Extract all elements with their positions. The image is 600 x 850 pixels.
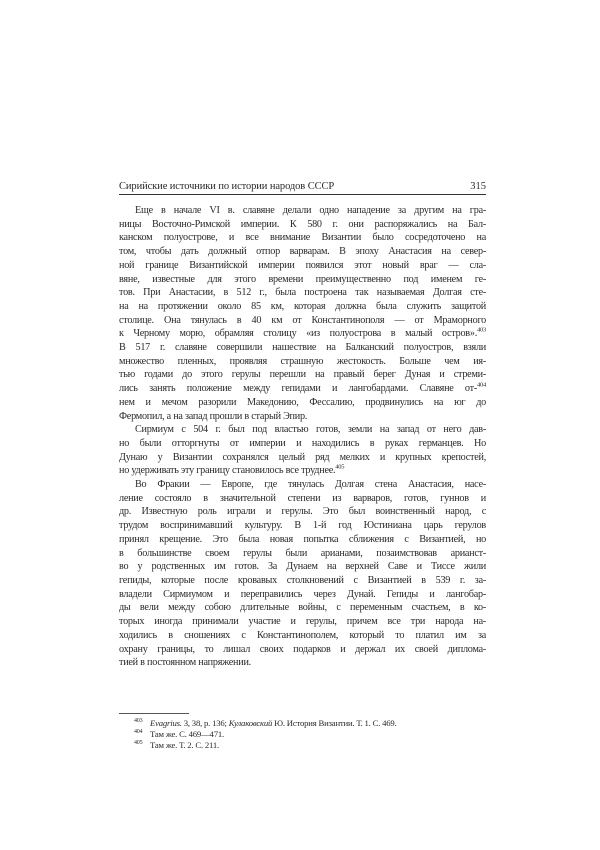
footnote: 405 Там же. Т. 2. С. 211. [134, 740, 219, 750]
paragraph [119, 478, 486, 670]
text-line [119, 204, 486, 218]
text-line [119, 588, 486, 602]
running-title: Сирийские источники по истории народов СССР [119, 181, 335, 192]
line-text: ды вели между собою длительные войны, с переменным счастьем, в ко- [119, 602, 486, 614]
line-text: тью годами до этого герулы перешли на правый берег Дуная и стреми- [119, 369, 486, 381]
text-line [119, 368, 486, 382]
text-line [119, 519, 486, 533]
text-line [119, 382, 486, 396]
body-text [119, 204, 486, 670]
line-text: множество пленных, проявляя страшную жестокость. Больше чем ия- [119, 355, 486, 367]
footnote-rule [119, 713, 189, 714]
line-text: но удерживать эту границу становилось все труднее. [119, 465, 336, 477]
text-line [119, 437, 486, 451]
paragraph [119, 423, 486, 478]
line-text: гепиды, которые после кровавых столкновений с Византией в 539 г. за- [119, 574, 486, 586]
text-line [119, 314, 486, 328]
footnote-text: 3, 38, p. 136; [181, 718, 229, 728]
text-line [119, 410, 486, 424]
line-text: Дунаю у Византии сохранялся целый ряд мелких и крупных крепостей, [119, 451, 486, 463]
text-line [119, 423, 486, 437]
text-line [119, 327, 486, 341]
footnote-text: Там же. С. 469—471. [150, 729, 224, 739]
footnote: 404 Там же. С. 469—471. [134, 729, 224, 739]
footnote-reference[interactable]: 403 [477, 327, 486, 334]
line-text: Во Фракии — Европе, где тянулась Долгая стена Анастасия, насе- [135, 479, 486, 491]
line-text: В 517 г. славяне совершили нашествие на Балканский полуостров, взяли [119, 342, 486, 354]
text-line [119, 231, 486, 245]
line-text: Еще в начале VI в. славяне делали одно нападение за другим на гра- [135, 205, 486, 216]
line-text: Сирмиум с 504 г. был под властью готов, земли на запад от него дав- [135, 424, 486, 436]
text-line [119, 286, 486, 300]
text-line [119, 218, 486, 232]
text-line [119, 615, 486, 629]
footnote-reference[interactable]: 404 [477, 382, 486, 389]
line-text: торых иногда принимали участие и герулы, причем все три народа на- [119, 616, 486, 628]
line-text: лись занять положение между гепидами и лангобардами. Славяне от- [119, 383, 477, 395]
text-line [119, 355, 486, 369]
line-text: на на протяжении около 85 км, которая должна была служить защитой [119, 300, 486, 312]
text-line [119, 273, 486, 287]
text-line [119, 560, 486, 574]
line-text: но были отторгнуты от империи и находились в руках германцев. Но [119, 437, 486, 449]
text-line [119, 643, 486, 657]
text-line [119, 259, 486, 273]
text-line [119, 451, 486, 465]
line-text: ной границе Византийской империи появился этот новый враг — сла- [119, 259, 486, 271]
line-text: Фермопил, а на запад прошли в старый Эпир. [119, 410, 308, 422]
footnotes [134, 718, 486, 751]
header-rule [119, 194, 486, 195]
line-text: тов. При Анастасии, в 512 г., была построена так называемая Долгая сте- [119, 287, 486, 299]
line-text: том, чтобы дать должный отпор варварам. В эпоху Анастасия на север- [119, 246, 486, 258]
line-text: к Черному морю, обрамляя столицу «из полуострова в малый остров». [119, 328, 477, 340]
text-line [119, 492, 486, 506]
line-text: ходились в сношениях с Константинополем, который то платил им за [119, 629, 486, 641]
text-line [119, 245, 486, 259]
text-line [119, 464, 486, 478]
line-text: столице. Она тянулась в 40 км от Константинополя — от Мраморного [119, 314, 486, 326]
footnote-reference[interactable]: 405 [335, 464, 345, 471]
line-text: др. Известную роль играли и герулы. Это был воинственный народ, с [119, 506, 486, 518]
text-line [119, 629, 486, 643]
footnote-author: Кулаковский [228, 718, 273, 728]
text-line [119, 533, 486, 547]
paragraph [119, 204, 486, 423]
footnote: 403 Evagrius. 3, 38, p. 136; Кулаковский Ю. История Византии. Т. 1. С. 469. [134, 718, 397, 728]
line-text: нем и мечом разорили Македонию, Фессалию, продвинулись на юг до [119, 396, 486, 408]
page-number: 315 [470, 181, 486, 192]
line-text: принял крещение. Это была новая попытка сближения с Византией, но [119, 533, 486, 545]
text-line [119, 341, 486, 355]
running-header [119, 179, 486, 193]
text-line [119, 574, 486, 588]
line-text: трудом воспринимавший культуру. В 1-й год Юстиниана царь герулов [119, 520, 486, 532]
footnote-text: Там же. Т. 2. С. 211. [150, 740, 219, 750]
line-text: во у родственных им готов. За Дунаем на верхней Саве и Тиссе жили [119, 561, 486, 573]
line-text: владели Сирмиумом и переправились через Дунай. Гепиды и лангобар- [119, 588, 486, 600]
line-text: вяне, известные для этого времени преимущественно под именем ге- [119, 273, 486, 285]
footnote-author: Evagrius. [150, 718, 182, 728]
text-line [119, 547, 486, 561]
text-line [119, 505, 486, 519]
text-line [119, 656, 486, 670]
line-text: тией в постоянном напряжении. [119, 657, 251, 669]
line-text: охрану границы, то лишал своих подарков и держал их своей диплома- [119, 643, 486, 655]
text-line [119, 601, 486, 615]
line-text: ление состояло в значительной степени из варваров, готов, гуннов и [119, 492, 486, 504]
line-text: в большинстве своем герулы были арианами, позаимствовав арианст- [119, 547, 486, 559]
footnote-text: Ю. История Византии. Т. 1. С. 469. [272, 718, 397, 728]
line-text: канском полуострове, и все внимание Византии было сосредоточено на [119, 232, 486, 244]
text-line [119, 300, 486, 314]
text-line [119, 478, 486, 492]
text-line [119, 396, 486, 410]
line-text: ницы Восточно-Римской империи. К 580 г. они распоряжались на Бал- [119, 218, 486, 230]
